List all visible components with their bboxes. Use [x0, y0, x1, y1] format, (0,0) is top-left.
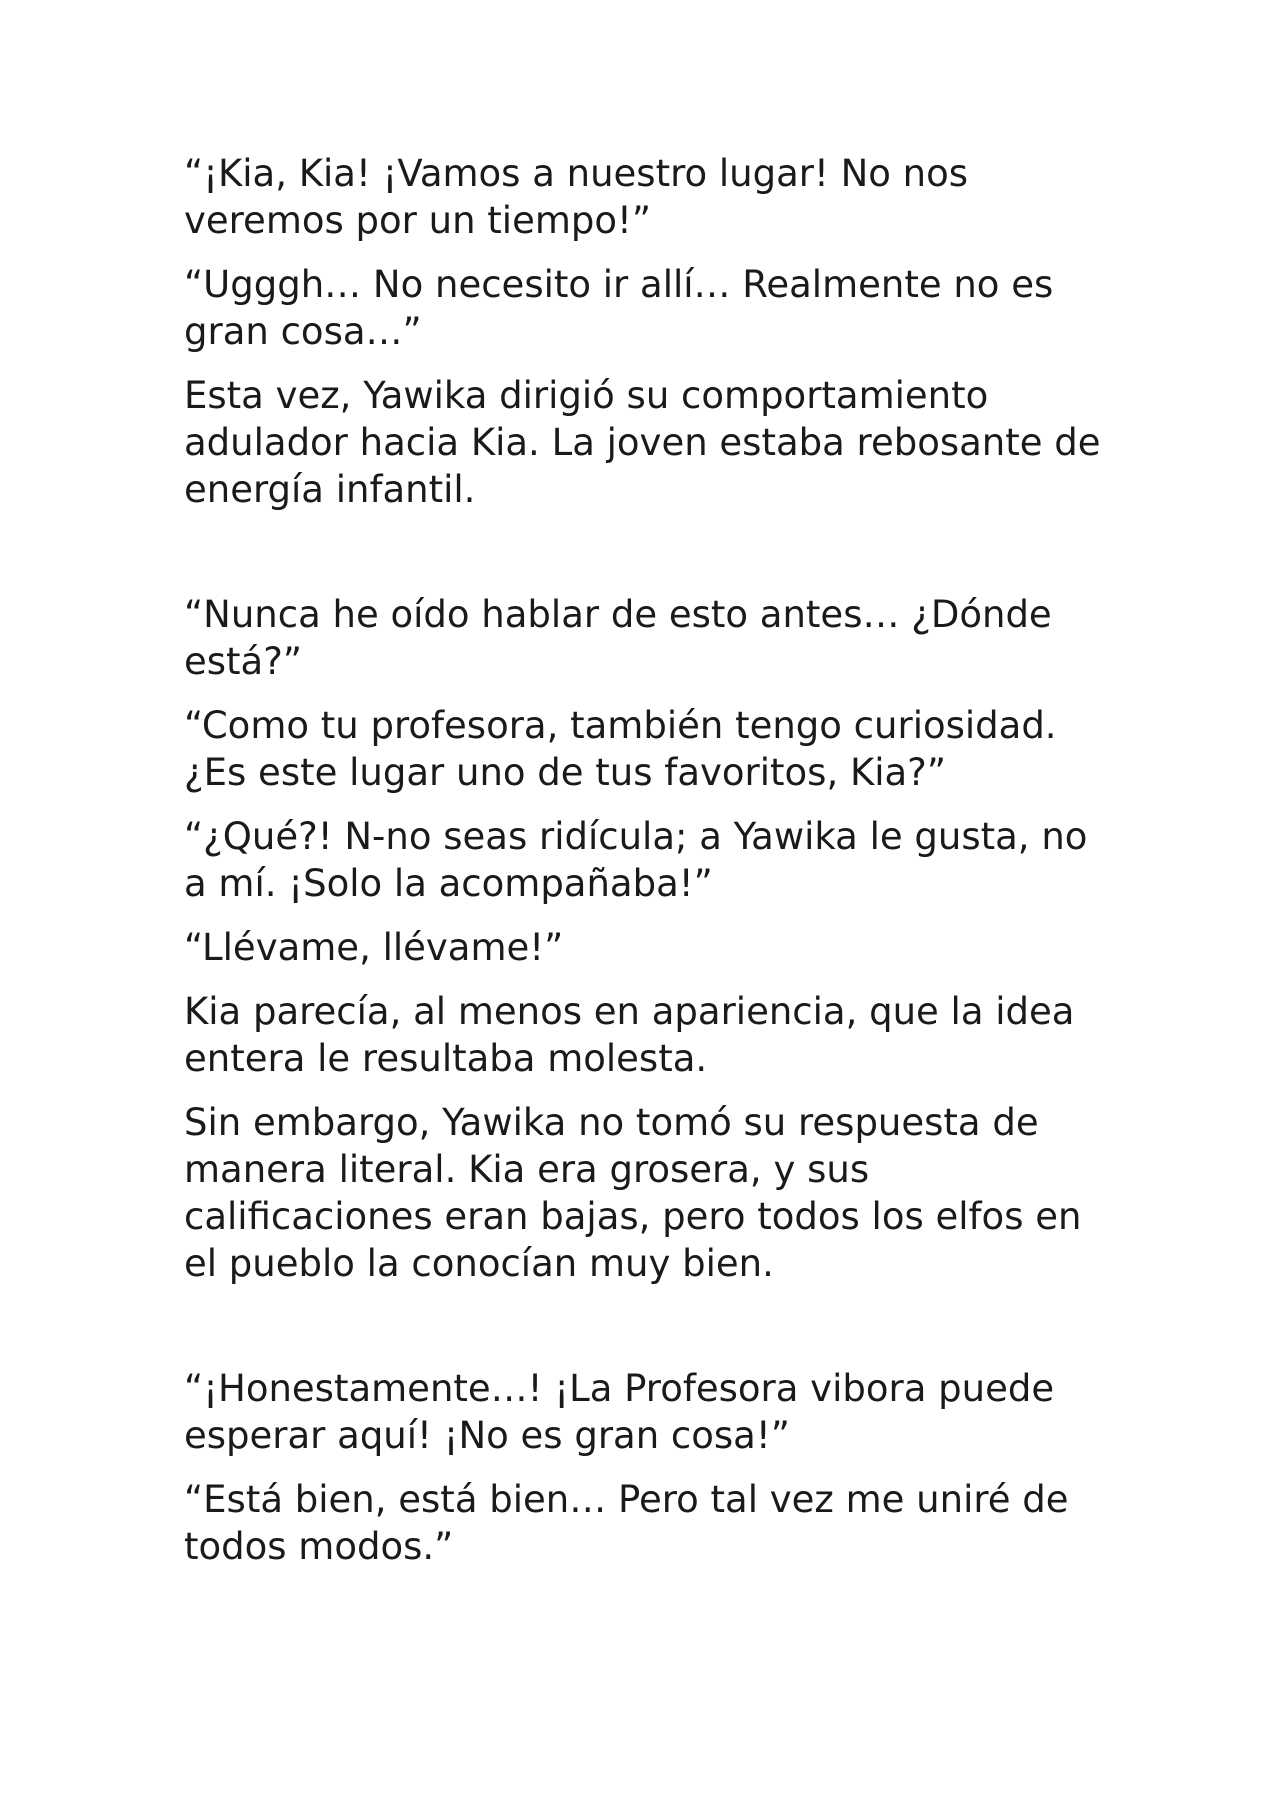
paragraph: “¡Honestamente…! ¡La Profesora vibora puede esperar aquí! ¡No es gran cosa!”: [184, 1367, 1055, 1457]
body-text: [184, 150, 1104, 1587]
paragraph: Sin embargo, Yawika no tomó su respuesta de manera literal. Kia era grosera, y sus calificaciones eran bajas, pero todos los elfos en el pueblo la conocían muy bien.: [184, 1101, 1082, 1285]
paragraph: “¡Kia, Kia! ¡Vamos a nuestro lugar! No nos veremos por un tiempo!”: [184, 152, 969, 242]
paragraph: “Nunca he oído hablar de esto antes… ¿Dónde está?”: [184, 593, 1052, 683]
paragraph: “Como tu profesora, también tengo curiosidad. ¿Es este lugar uno de tus favoritos, Kia?”: [184, 704, 1057, 794]
paragraph: Esta vez, Yawika dirigió su comportamiento adulador hacia Kia. La joven estaba rebosante de energía infantil.: [184, 374, 1101, 511]
paragraph: “Ugggh… No necesito ir allí… Realmente no es gran cosa…”: [184, 263, 1054, 353]
paragraph: “¿Qué?! N-no seas ridícula; a Yawika le gusta, no a mí. ¡Solo la acompañaba!”: [184, 815, 1088, 905]
paragraph: “Llévame, llévame!”: [184, 926, 564, 969]
paragraph: “Está bien, está bien… Pero tal vez me uniré de todos modos.”: [184, 1478, 1069, 1568]
paragraph: Kia parecía, al menos en apariencia, que la idea entera le resultaba molesta.: [184, 990, 1075, 1080]
